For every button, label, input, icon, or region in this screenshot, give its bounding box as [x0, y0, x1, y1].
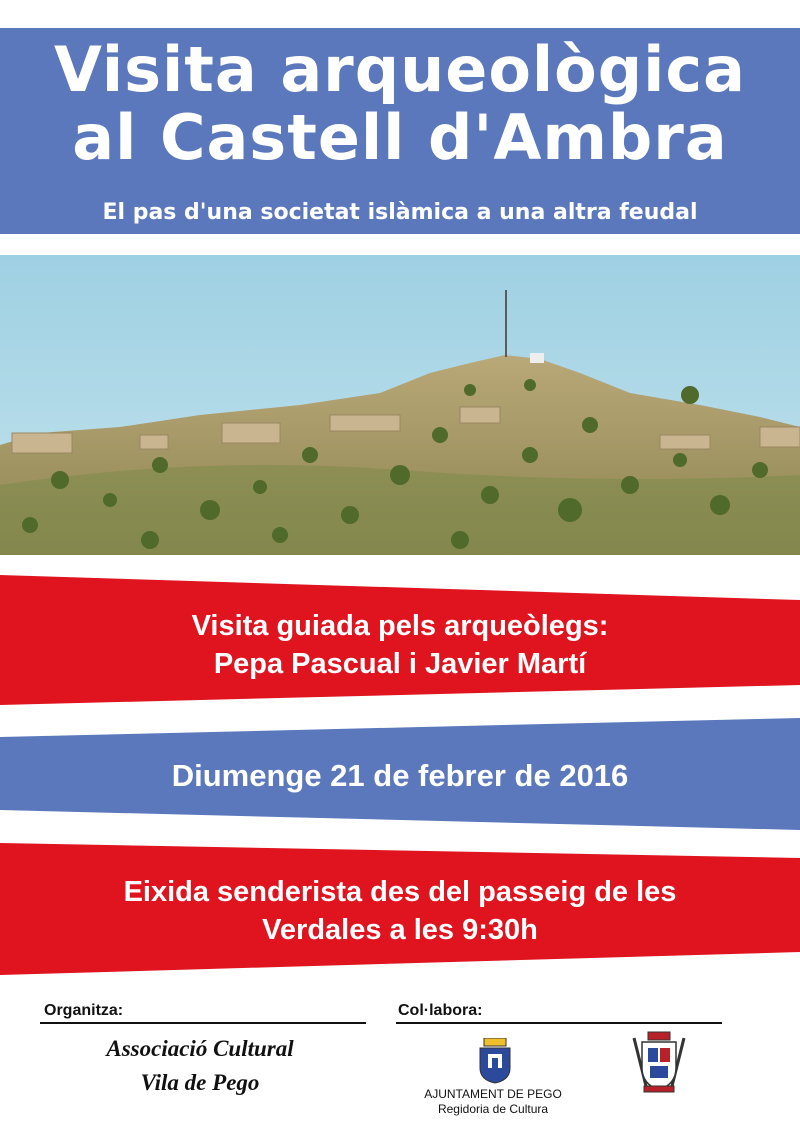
- collaborator-divider: [396, 1022, 722, 1024]
- title-line-1: Visita arqueològica: [53, 33, 746, 106]
- organizer-name-line-2: Vila de Pego: [140, 1070, 260, 1095]
- guided-visit-text: [0, 607, 800, 683]
- departure-text: [0, 873, 800, 949]
- organizer-label: Organitza:: [44, 1002, 124, 1019]
- pego-coat-of-arms-icon: [476, 1038, 514, 1084]
- guided-line-1: Visita guiada pels arqueòlegs:: [191, 610, 609, 642]
- guided-line-2: Pepa Pascual i Javier Martí: [213, 648, 587, 680]
- departure-line-1: Eixida senderista des del passeig de les: [123, 876, 677, 908]
- council-department: Regidoria de Cultura: [437, 1102, 549, 1116]
- organizer-divider: [40, 1022, 366, 1024]
- departure-line-2: Verdales a les 9:30h: [262, 914, 538, 946]
- poster-subtitle: El pas d'una societat islàmica a una altra feudal: [102, 200, 698, 225]
- collaborator-label: Col·labora:: [398, 1002, 483, 1019]
- event-date: Diumenge 21 de febrer de 2016: [171, 758, 629, 793]
- council-name: AJUNTAMENT DE PEGO: [424, 1087, 562, 1101]
- cultural-association-crest-icon: [630, 1030, 688, 1094]
- organizer-name-line-1: Associació Cultural: [106, 1036, 294, 1061]
- title-line-2: al Castell d'Ambra: [72, 101, 728, 174]
